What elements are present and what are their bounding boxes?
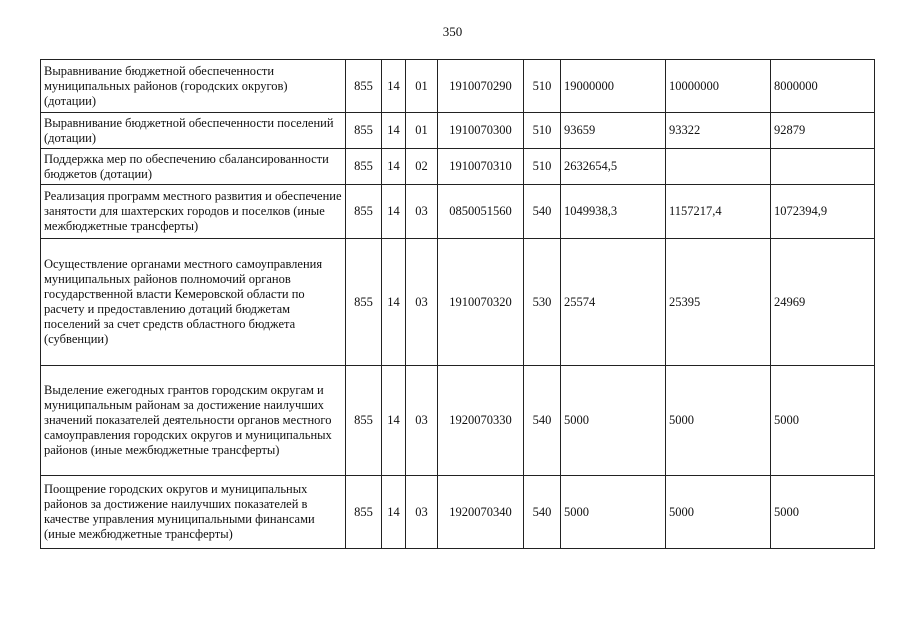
amount-year-2: 10000000 [666,60,771,113]
amount-year-2: 93322 [666,113,771,149]
target-code: 1910070310 [438,149,524,185]
expense-type-code: 510 [524,60,561,113]
page-number: 350 [442,24,463,39]
target-code: 1920070340 [438,476,524,549]
subsection-code: 03 [406,185,438,239]
amount-year-1: 93659 [561,113,666,149]
section-code: 14 [382,60,406,113]
target-code: 1910070300 [438,113,524,149]
amount-year-3: 1072394,9 [771,185,875,239]
amount-year-2: 5000 [666,366,771,476]
admin-code: 855 [346,366,382,476]
table-row [41,113,875,149]
section-code: 14 [382,113,406,149]
table-row [41,239,875,366]
amount-year-3: 92879 [771,113,875,149]
amount-year-3 [771,149,875,185]
admin-code: 855 [346,149,382,185]
subsection-code: 03 [406,239,438,366]
expense-name: Осуществление органами местного самоуправления муниципальных районов полномочий органов государственной власти Кемеровской области по расчету и предоставлению дотаций бюджетам поселений за счет средств областного бюджета (субвенции) [41,239,346,366]
table-row [41,366,875,476]
table-row [41,149,875,185]
amount-year-2 [666,149,771,185]
admin-code: 855 [346,113,382,149]
expense-name: Поддержка мер по обеспечению сбалансированности бюджетов (дотации) [41,149,346,185]
expense-type-code: 540 [524,185,561,239]
amount-year-1: 19000000 [561,60,666,113]
section-code: 14 [382,476,406,549]
target-code: 1910070320 [438,239,524,366]
subsection-code: 01 [406,60,438,113]
admin-code: 855 [346,239,382,366]
expense-type-code: 540 [524,366,561,476]
section-code: 14 [382,366,406,476]
section-code: 14 [382,185,406,239]
expense-name: Реализация программ местного развития и обеспечение занятости для шахтерских городов и поселков (иные межбюджетные трансферты) [41,185,346,239]
amount-year-1: 2632654,5 [561,149,666,185]
amount-year-1: 5000 [561,476,666,549]
amount-year-2: 25395 [666,239,771,366]
amount-year-2: 1157217,4 [666,185,771,239]
expense-name: Выравнивание бюджетной обеспеченности поселений (дотации) [41,113,346,149]
target-code: 1910070290 [438,60,524,113]
admin-code: 855 [346,185,382,239]
amount-year-3: 5000 [771,476,875,549]
target-code: 1920070330 [438,366,524,476]
admin-code: 855 [346,60,382,113]
expense-type-code: 540 [524,476,561,549]
subsection-code: 03 [406,366,438,476]
expense-name: Выделение ежегодных грантов городским округам и муниципальным районам за достижение наилучших значений показателей деятельности органов местного самоуправления городских округов и муниципальных районов (иные межбюджетные трансферты) [41,366,346,476]
expense-type-code: 510 [524,149,561,185]
table-row [41,60,875,113]
amount-year-1: 25574 [561,239,666,366]
table-row [41,185,875,239]
amount-year-3: 8000000 [771,60,875,113]
subsection-code: 01 [406,113,438,149]
subsection-code: 02 [406,149,438,185]
table-row [41,476,875,549]
expense-name: Поощрение городских округов и муниципальных районов за достижение наилучших показателей в качестве управления муниципальными финансами (иные межбюджетные трансферты) [41,476,346,549]
amount-year-1: 1049938,3 [561,185,666,239]
section-code: 14 [382,149,406,185]
budget-table [40,59,875,549]
amount-year-1: 5000 [561,366,666,476]
admin-code: 855 [346,476,382,549]
expense-type-code: 530 [524,239,561,366]
section-code: 14 [382,239,406,366]
amount-year-2: 5000 [666,476,771,549]
subsection-code: 03 [406,476,438,549]
expense-name: Выравнивание бюджетной обеспеченности муниципальных районов (городских округов) (дотации) [41,60,346,113]
target-code: 0850051560 [438,185,524,239]
expense-type-code: 510 [524,113,561,149]
amount-year-3: 5000 [771,366,875,476]
amount-year-3: 24969 [771,239,875,366]
